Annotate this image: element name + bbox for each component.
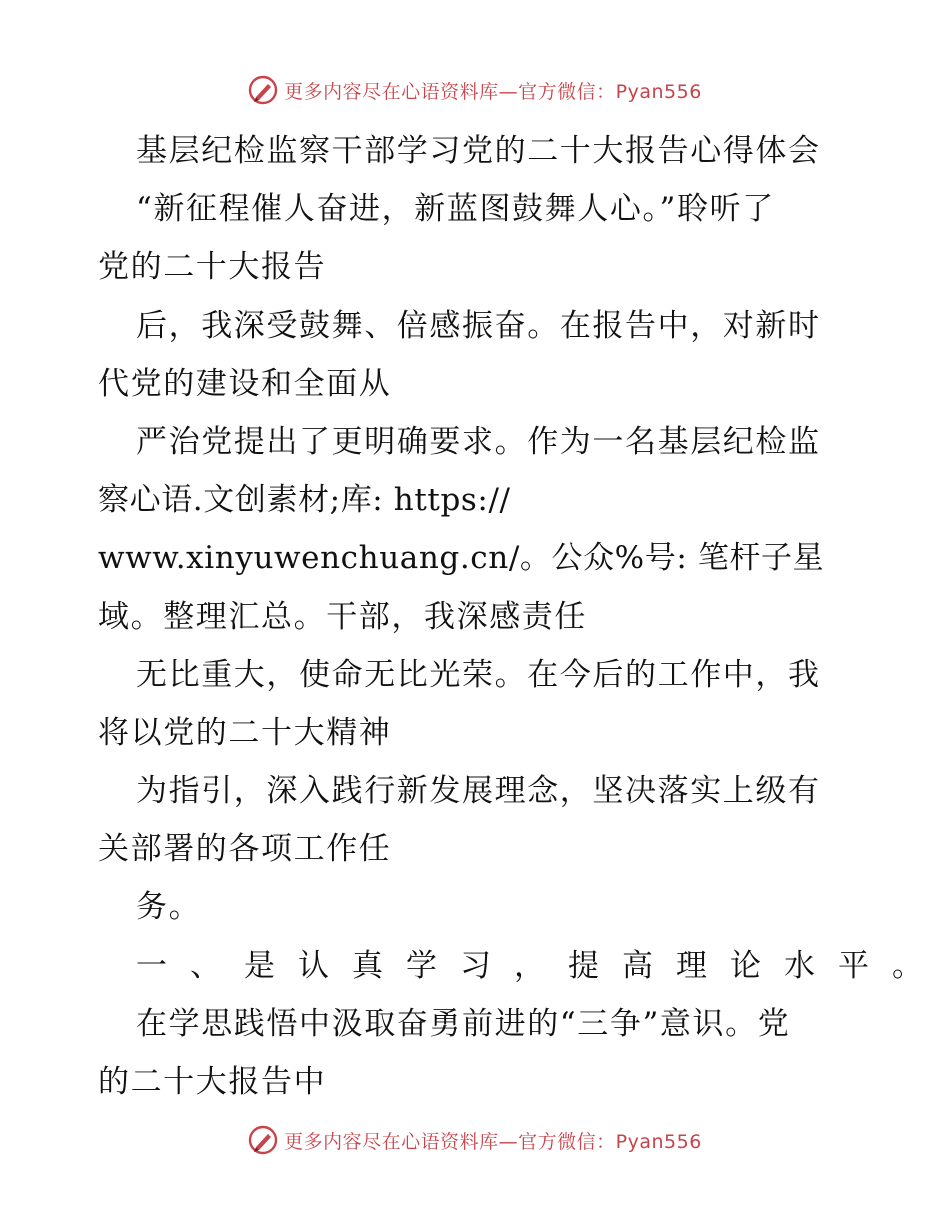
watermark-banner-top [0,70,950,110]
paragraph-line: 域。整理汇总。干部，我深感责任 [98,598,587,635]
paragraph-line: 代党的建设和全面从 [98,365,392,402]
paragraph-line: 党的二十大报告 [98,249,327,286]
section-heading: 一、是认真学习，提高理论水平。 [136,947,946,984]
paragraph-line: 务。 [136,889,202,926]
paragraph-line: “新征程催人奋进，新蓝图鼓舞人心。”聆听了 [136,191,775,228]
pen-logo-icon [248,75,278,105]
paragraph-line: 的二十大报告中 [98,1064,327,1100]
paragraph-line: 将以党的二十大精神 [98,714,392,751]
watermark-text: 更多内容尽在心语资料库—官方微信：Pyan556 [284,80,702,103]
paragraph-line: 在学思践悟中汲取奋勇前进的“三争”意识。党 [136,1005,791,1042]
paragraph-line: 后，我深受鼓舞、倍感振奋。在报告中，对新时 [136,307,821,344]
paragraph-line: www.xinyuwenchuang.cn/。公众%号: 笔杆子星 [98,540,825,577]
paragraph-line: 无比重大，使命无比光荣。在今后的工作中，我 [136,656,821,693]
paragraph-line: 严治党提出了更明确要求。作为一名基层纪检监 [136,423,821,460]
paragraph-line: 察心语.文创素材;库: https:// [98,482,511,519]
watermark-banner-bottom [0,1120,950,1160]
paragraph-line: 为指引，深入践行新发展理念，坚决落实上级有 [136,773,821,810]
watermark-text: 更多内容尽在心语资料库—官方微信：Pyan556 [284,1130,702,1153]
paragraph-line: 关部署的各项工作任 [98,831,392,868]
document-body [98,122,946,1111]
pen-logo-icon [248,1125,278,1155]
document-title: 基层纪检监察干部学习党的二十大报告心得体会 [136,133,821,169]
